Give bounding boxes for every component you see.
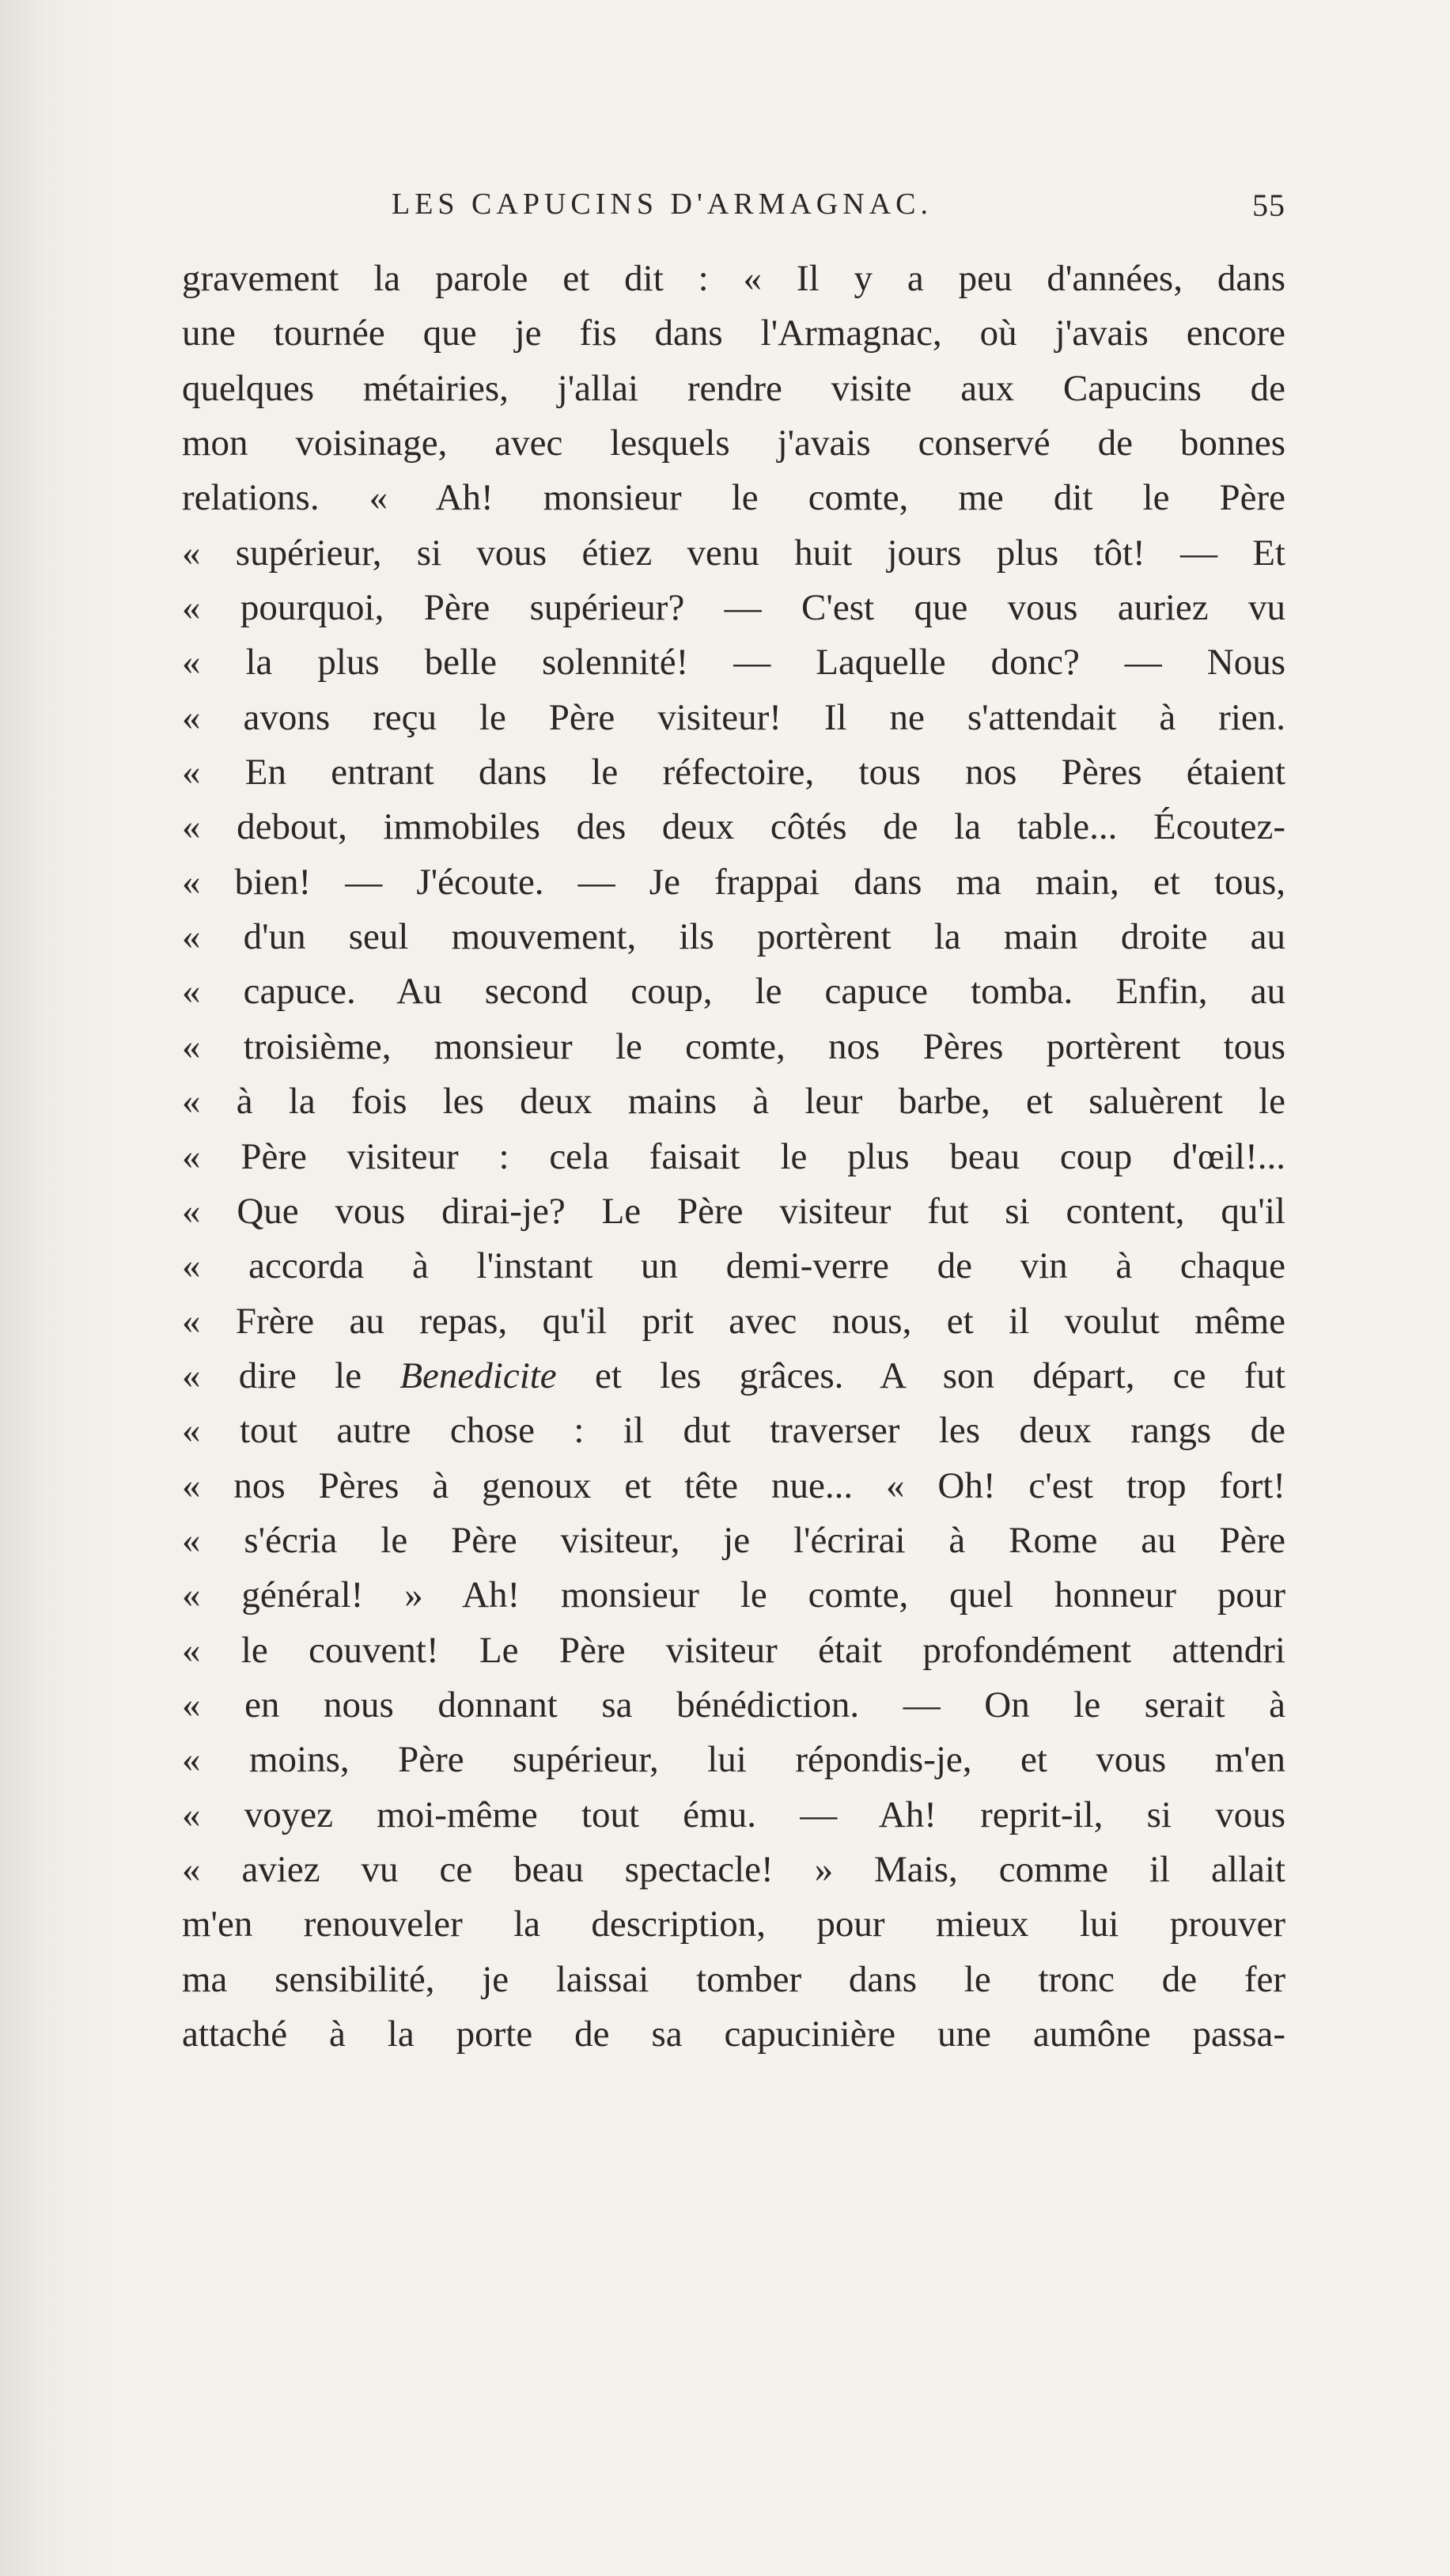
italic-word: Benedicite bbox=[399, 1354, 557, 1396]
text-line: « la plus belle solennité! — Laquelle donc? — Nous bbox=[182, 642, 1285, 684]
text-line: mon voisinage, avec lesquels j'avais conservé de bonnes bbox=[182, 422, 1285, 464]
text-line: ma sensibilité, je laissai tomber dans le tronc de fer bbox=[182, 1958, 1285, 2000]
text-line: « le couvent! Le Père visiteur était profondément attendri bbox=[182, 1629, 1285, 1671]
text-segment: « dire le bbox=[182, 1354, 400, 1396]
text-line: gravement la parole et dit : « Il y a peu d'années, dans bbox=[182, 258, 1285, 299]
text-line: « accorda à l'instant un demi-verre de vin à chaque bbox=[182, 1245, 1285, 1287]
text-line: « voyez moi-même tout ému. — Ah! reprit-il, si vous bbox=[182, 1794, 1285, 1835]
text-line: « supérieur, si vous étiez venu huit jours plus tôt! — Et bbox=[182, 532, 1285, 574]
text-line: « d'un seul mouvement, ils portèrent la main droite au bbox=[182, 916, 1285, 958]
text-line: « aviez vu ce beau spectacle! » Mais, comme il allait bbox=[182, 1848, 1285, 1890]
text-line: « capuce. Au second coup, le capuce tomba. Enfin, au bbox=[182, 971, 1285, 1013]
text-line: « nos Pères à genoux et tête nue... « Oh! c'est trop fort! bbox=[182, 1464, 1285, 1506]
text-segment: et les grâces. A son départ, ce fut bbox=[556, 1354, 1285, 1396]
text-line: « En entrant dans le réfectoire, tous nos Pères étaient bbox=[182, 752, 1285, 794]
text-line: « Frère au repas, qu'il prit avec nous, et il voulut même bbox=[182, 1300, 1285, 1342]
text-line: quelques métairies, j'allai rendre visite aux Capucins de bbox=[182, 367, 1285, 409]
text-line: m'en renouveler la description, pour mieux lui prouver bbox=[182, 1904, 1285, 1945]
text-line: attaché à la porte de sa capucinière une aumône passa- bbox=[182, 2013, 1285, 2055]
text-line: « général! » Ah! monsieur le comte, quel honneur pour bbox=[182, 1574, 1285, 1616]
text-line: « en nous donnant sa bénédiction. — On le serait à bbox=[182, 1684, 1285, 1726]
text-line: « moins, Père supérieur, lui répondis-je, et vous m'en bbox=[182, 1739, 1285, 1781]
running-title: LES CAPUCINS D'ARMAGNAC. bbox=[392, 188, 933, 221]
text-line: une tournée que je fis dans l'Armagnac, où j'avais encore bbox=[182, 313, 1285, 354]
text-line: « tout autre chose : il dut traverser les deux rangs de bbox=[182, 1410, 1285, 1452]
text-line: « à la fois les deux mains à leur barbe, et saluèrent le bbox=[182, 1081, 1285, 1123]
body-text bbox=[182, 252, 1285, 2062]
text-line: « bien! — J'écoute. — Je frappai dans ma main, et tous, bbox=[182, 861, 1285, 903]
text-line: « troisième, monsieur le comte, nos Pères portèrent tous bbox=[182, 1025, 1285, 1067]
text-line-with-italic bbox=[182, 1349, 1285, 1404]
text-line: « avons reçu le Père visiteur! Il ne s'attendait à rien. bbox=[182, 696, 1285, 738]
text-line: « s'écria le Père visiteur, je l'écrirai à Rome au Père bbox=[182, 1519, 1285, 1561]
text-line: « Que vous dirai-je? Le Père visiteur fut si content, qu'il bbox=[182, 1190, 1285, 1232]
text-line: « pourquoi, Père supérieur? — C'est que vous auriez vu bbox=[182, 587, 1285, 629]
page-header bbox=[182, 187, 1285, 242]
text-line: « debout, immobiles des deux côtés de la table... Écoutez- bbox=[182, 806, 1285, 848]
text-line: « Père visiteur : cela faisait le plus beau coup d'œil!... bbox=[182, 1135, 1285, 1177]
page-number: 55 bbox=[1252, 188, 1285, 223]
text-line: relations. « Ah! monsieur le comte, me dit le Père bbox=[182, 477, 1285, 519]
